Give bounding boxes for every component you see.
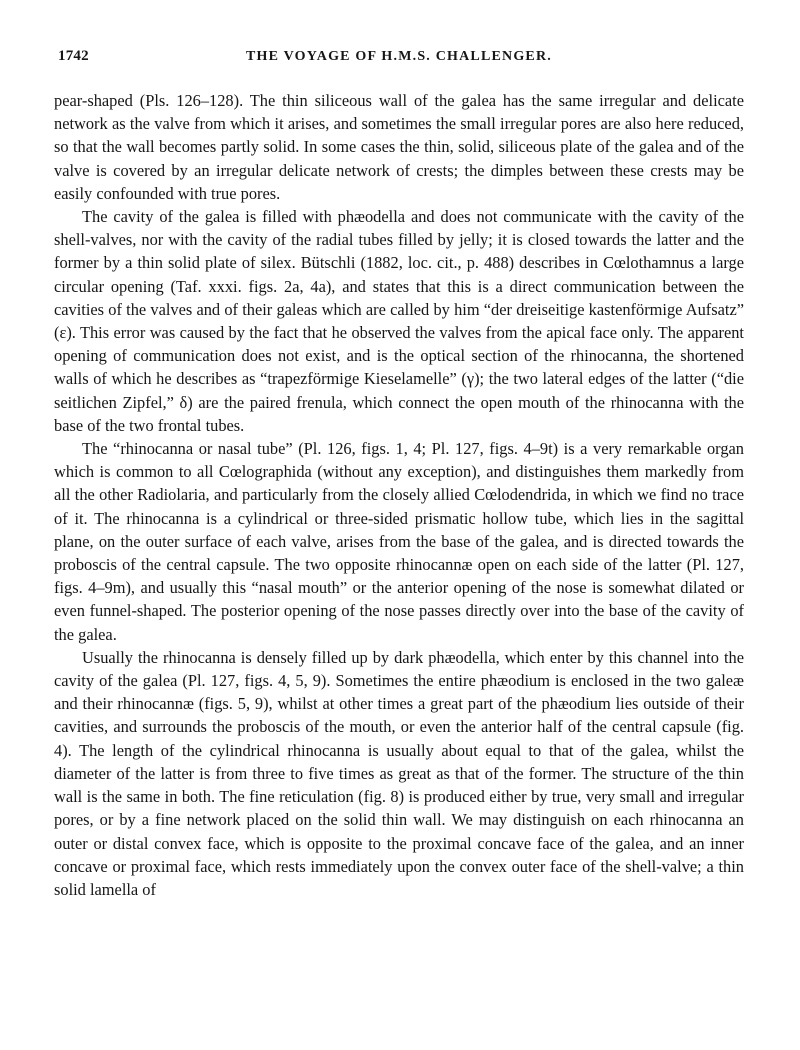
paragraph-4: Usually the rhinocanna is densely filled up by dark phæodella, which enter by this channel into the cavity of the galea (Pl. 127, figs. 4, 5, 9). Sometimes the entire phæodium is enclosed in the two galeæ and their rhinocannæ (figs. 5, 9), whilst at other times a great part of the phæodium lies outside of their cavities, and surrounds the proboscis of the mouth, or even the anterior half of the central capsule (fig. 4). The length of the cylindrical rhinocanna is usually about equal to that of the galea, whilst the diameter of the latter is from three to five times as great as that of the former. The structure of the thin wall is the same in both. The fine reticulation (fig. 8) is produced either by true, very small and irregular pores, or by a fine network placed on the solid thin wall. We may distinguish on each rhinocanna an outer or distal convex face, which is opposite to the proximal concave face of the galea, and an inner concave or proximal face, which rests immediately upon the convex outer face of the shell-valve; a thin solid lamella of bbox=[54, 647, 744, 899]
running-title: THE VOYAGE OF H.M.S. CHALLENGER. bbox=[246, 49, 552, 64]
document-page bbox=[54, 42, 744, 901]
paragraph-3: The “rhinocanna or nasal tube” (Pl. 126, figs. 1, 4; Pl. 127, figs. 4–9t) is a very remarkable organ which is common to all Cœlographida (without any exception), and distinguishes them markedly from all the other Radiolaria, and particularly from the closely allied Cœlodendrida, in which we find no trace of it. The rhinocanna is a cylindrical or three-sided prismatic hollow tube, which lies in the sagittal plane, on the outer surface of each valve, arises from the base of the galea, and is directed towards the proboscis of the central capsule. The two opposite rhinocannæ open on each side of the latter (Pl. 127, figs. 4–9m), and usually this “nasal mouth” or the anterior opening of the nose is somewhat dilated or even funnel-shaped. The posterior opening of the nose passes directly over into the base of the cavity of the galea. bbox=[54, 439, 744, 644]
paragraph-2: The cavity of the galea is filled with phæodella and does not communicate with the cavity of the shell-valves, nor with the cavity of the radial tubes filled by jelly; it is closed towards the latter and the former by a thin solid plate of silex. Bütschli (1882, loc. cit., p. 488) describes in Cœlothamnus a large circular opening (Taf. xxxi. figs. 2a, 4a), and states that this is a direct communication between the cavities of the valves and of their galeas which are called by him “der dreiseitige kastenförmige Aufsatz” (ε). This error was caused by the fact that he observed the valves from the apical face only. The apparent opening of communication does not exist, and is the optical section of the rhinocanna, the shortened walls of which he describes as “trapezförmige Kieselamelle” (γ); the two lateral edges of the latter (“die seitlichen Zipfel,” δ) are the paired frenula, which connect the open mouth of the rhinocanna with the base of the two frontal tubes. bbox=[54, 207, 744, 435]
page-number: 1742 bbox=[58, 48, 89, 64]
body-text bbox=[54, 89, 744, 901]
paragraph-1: pear-shaped (Pls. 126–128). The thin siliceous wall of the galea has the same irregular and delicate network as the valve from which it arises, and sometimes the small irregular pores are also here reduced, so that the wall becomes partly solid. In some cases the thin, solid, siliceous plate of the galea and of the valve is covered by an irregular delicate network of crests; the dimples between these crests may be easily confounded with true pores. bbox=[54, 91, 744, 203]
page-header bbox=[54, 42, 744, 72]
